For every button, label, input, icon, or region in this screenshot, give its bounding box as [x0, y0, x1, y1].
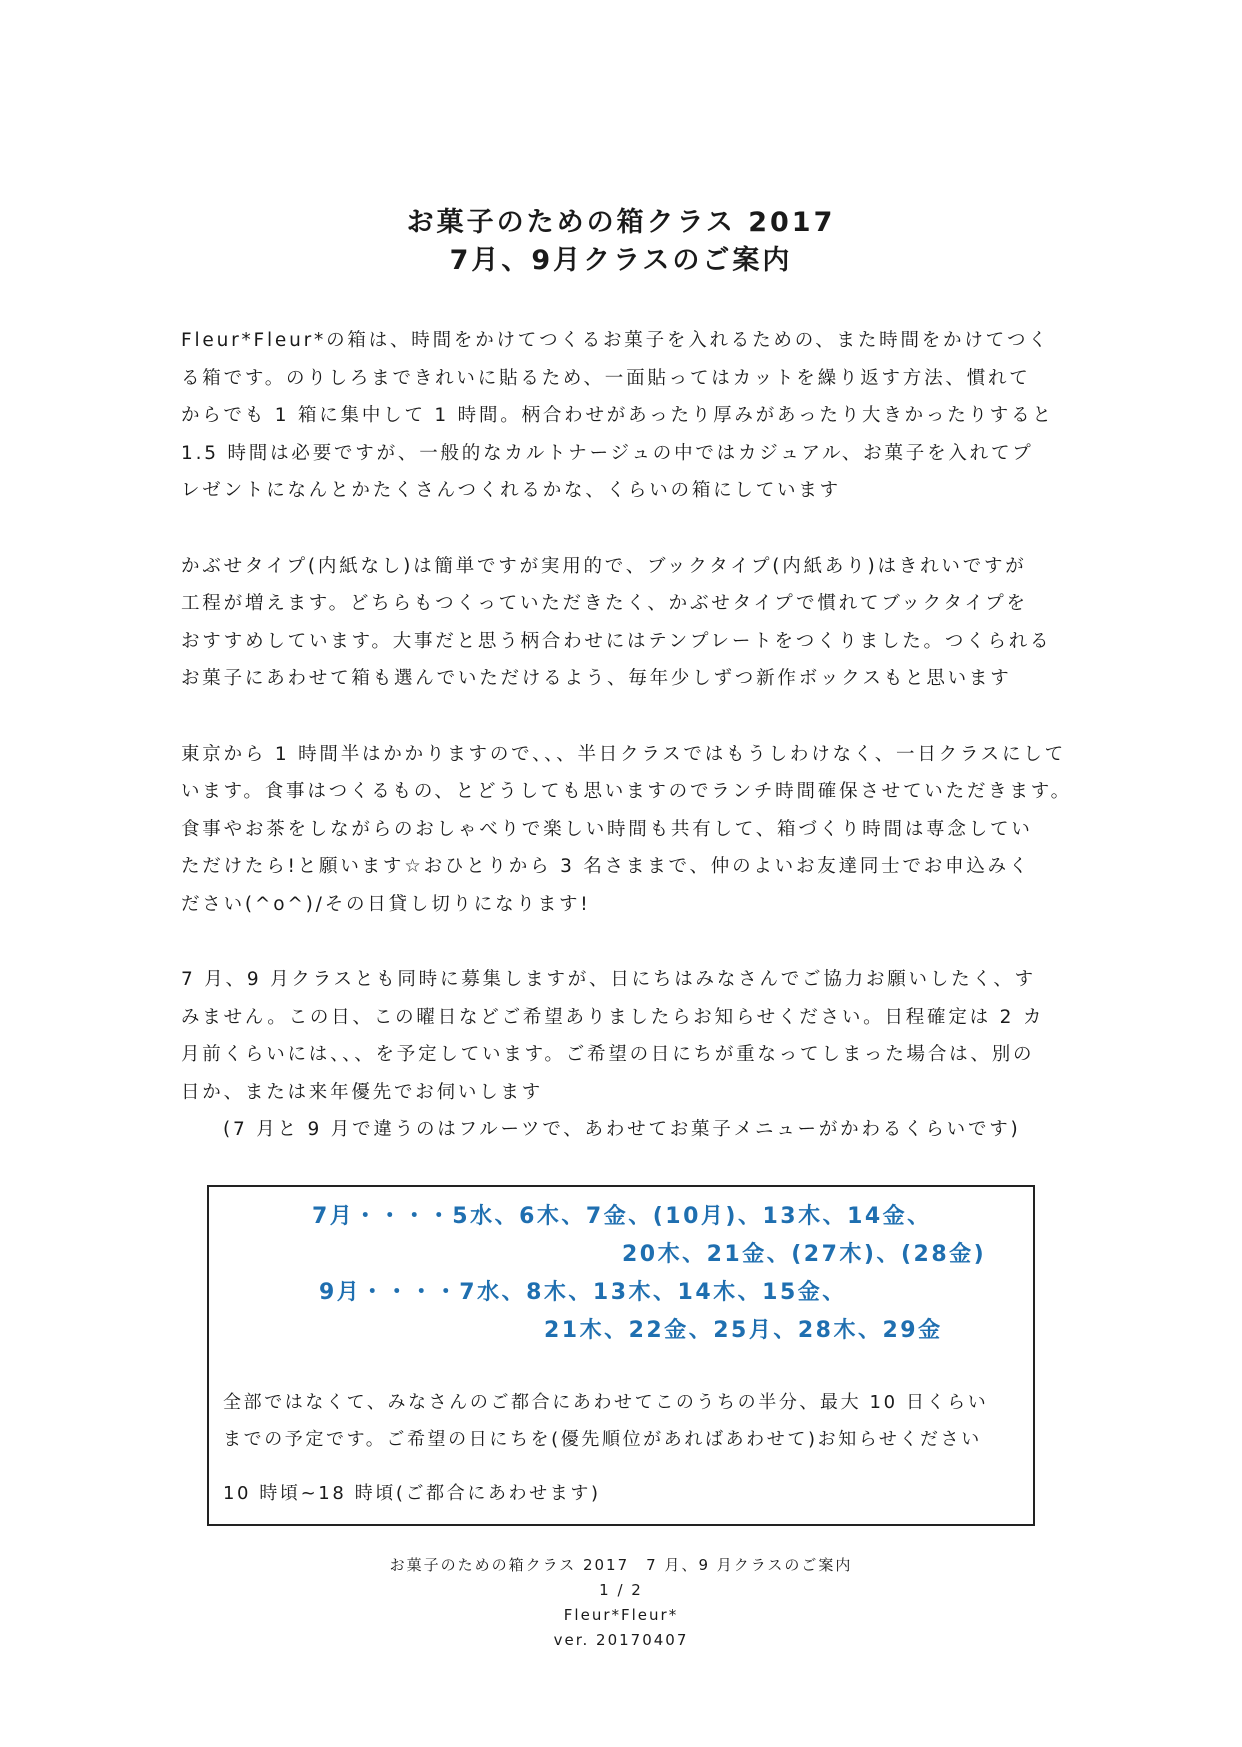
text-line: 1.5 時間は必要ですが、一般的なカルトナージュの中ではカジュアル、お菓子を入れてプ [181, 442, 1034, 464]
schedule-info-line: までの予定です。ご希望の日にちを(優先順位があればあわせて)お知らせください [223, 1429, 982, 1450]
page-number: 1 / 2 [599, 1581, 643, 1599]
footer-version: ver. 20170407 [553, 1631, 689, 1649]
text-line: 東京から 1 時間半はかかりますので、、、半日クラスではもうしわけなく、一日クラスにして [181, 743, 1066, 765]
schedule-time [223, 1475, 1023, 1512]
text-line: お菓子にあわせて箱も選んでいただけるよう、毎年少しずつ新作ボックスもと思います [181, 668, 1012, 689]
paragraph-intro [181, 322, 1081, 510]
schedule-info-line: 全部ではなくて、みなさんのご都合にあわせてこのうちの半分、最大 10 日くらい [223, 1392, 989, 1413]
text-line: 食事やお茶をしながらのおしゃべりで楽しい時間も共有して、箱づくり時間は専念してい [181, 818, 1033, 840]
text-line: 日か、または来年優先でお伺いします [181, 1081, 544, 1103]
fruit-note: (7 月と 9 月で違うのはフルーツで、あわせてお菓子メニューがかわるくらいです) [223, 1119, 1021, 1140]
document-footer [0, 1553, 1242, 1653]
schedule-september-line-1: 9月・・・・7水、8木、13木、14木、15金、 [319, 1280, 847, 1305]
text-line: ただけたら!と願います☆おひとりから 3 名さままで、仲のよいお友達同士でお申込みく [181, 856, 1031, 877]
paragraph-box-types [181, 548, 1081, 698]
footer-title: お菓子のための箱クラス 2017 7 月、9 月クラスのご案内 [389, 1556, 853, 1574]
text-line: おすすめしています。大事だと思う柄合わせにはテンプレートをつくりました。つくられる [181, 630, 1052, 652]
schedule-july-line-1: 7月・・・・5水、6木、7金、(10月)、13木、14金、 [312, 1204, 932, 1229]
document-body [181, 322, 1081, 1149]
text-line: 工程が増えます。どちらもつくっていただきたく、かぶせタイプで慣れてブックタイプを [181, 593, 1028, 614]
text-line: ださい(^o^)/その日貸し切りになります! [181, 893, 591, 915]
text-line: 7 月、9 月クラスとも同時に募集しますが、日にちはみなさんでご協力お願いしたく、す [181, 969, 1036, 990]
title-line-2: 7月、9月クラスのご案内 [449, 245, 793, 276]
schedule-september-line-2: 21木、22金、25月、28木、29金 [544, 1318, 943, 1343]
title-line-1: お菓子のための箱クラス 2017 [406, 207, 836, 238]
footer-brand: Fleur*Fleur* [563, 1606, 679, 1624]
text-line: Fleur*Fleur*の箱は、時間をかけてつくるお菓子を入れるための、また時間をかけてつく [181, 330, 1050, 351]
text-line: る箱です。のりしろまできれいに貼るため、一面貼ってはカットを繰り返す方法、慣れて [181, 367, 1031, 389]
text-line: います。食事はつくるもの、とどうしても思いますのでランチ時間確保させていただきます。 [181, 781, 1072, 802]
text-line: 月前くらいには、、、を予定しています。ご希望の日にちが重なってしまった場合は、別の [181, 1044, 1035, 1065]
schedule-time-line: 10 時頃~18 時頃(ご都合にあわせます) [223, 1483, 601, 1504]
paragraph-class-day [181, 736, 1081, 924]
paragraph-recruitment [181, 961, 1081, 1149]
text-line: かぶせタイプ(内紙なし)は簡単ですが実用的で、ブックタイプ(内紙あり)はきれいですが [181, 555, 1027, 577]
document-title [0, 204, 1242, 280]
text-line: みません。この日、この曜日などご希望ありましたらお知らせください。日程確定は 2 カ [181, 1006, 1045, 1028]
text-line: からでも 1 箱に集中して 1 時間。柄合わせがあったり厚みがあったり大きかったりすると [181, 405, 1054, 426]
schedule-july-line-2: 20木、21金、(27木)、(28金) [622, 1242, 987, 1267]
schedule-box [207, 1185, 1035, 1526]
text-line: レゼントになんとかたくさんつくれるかな、くらいの箱にしています [181, 480, 841, 501]
schedule-info [223, 1384, 1023, 1458]
